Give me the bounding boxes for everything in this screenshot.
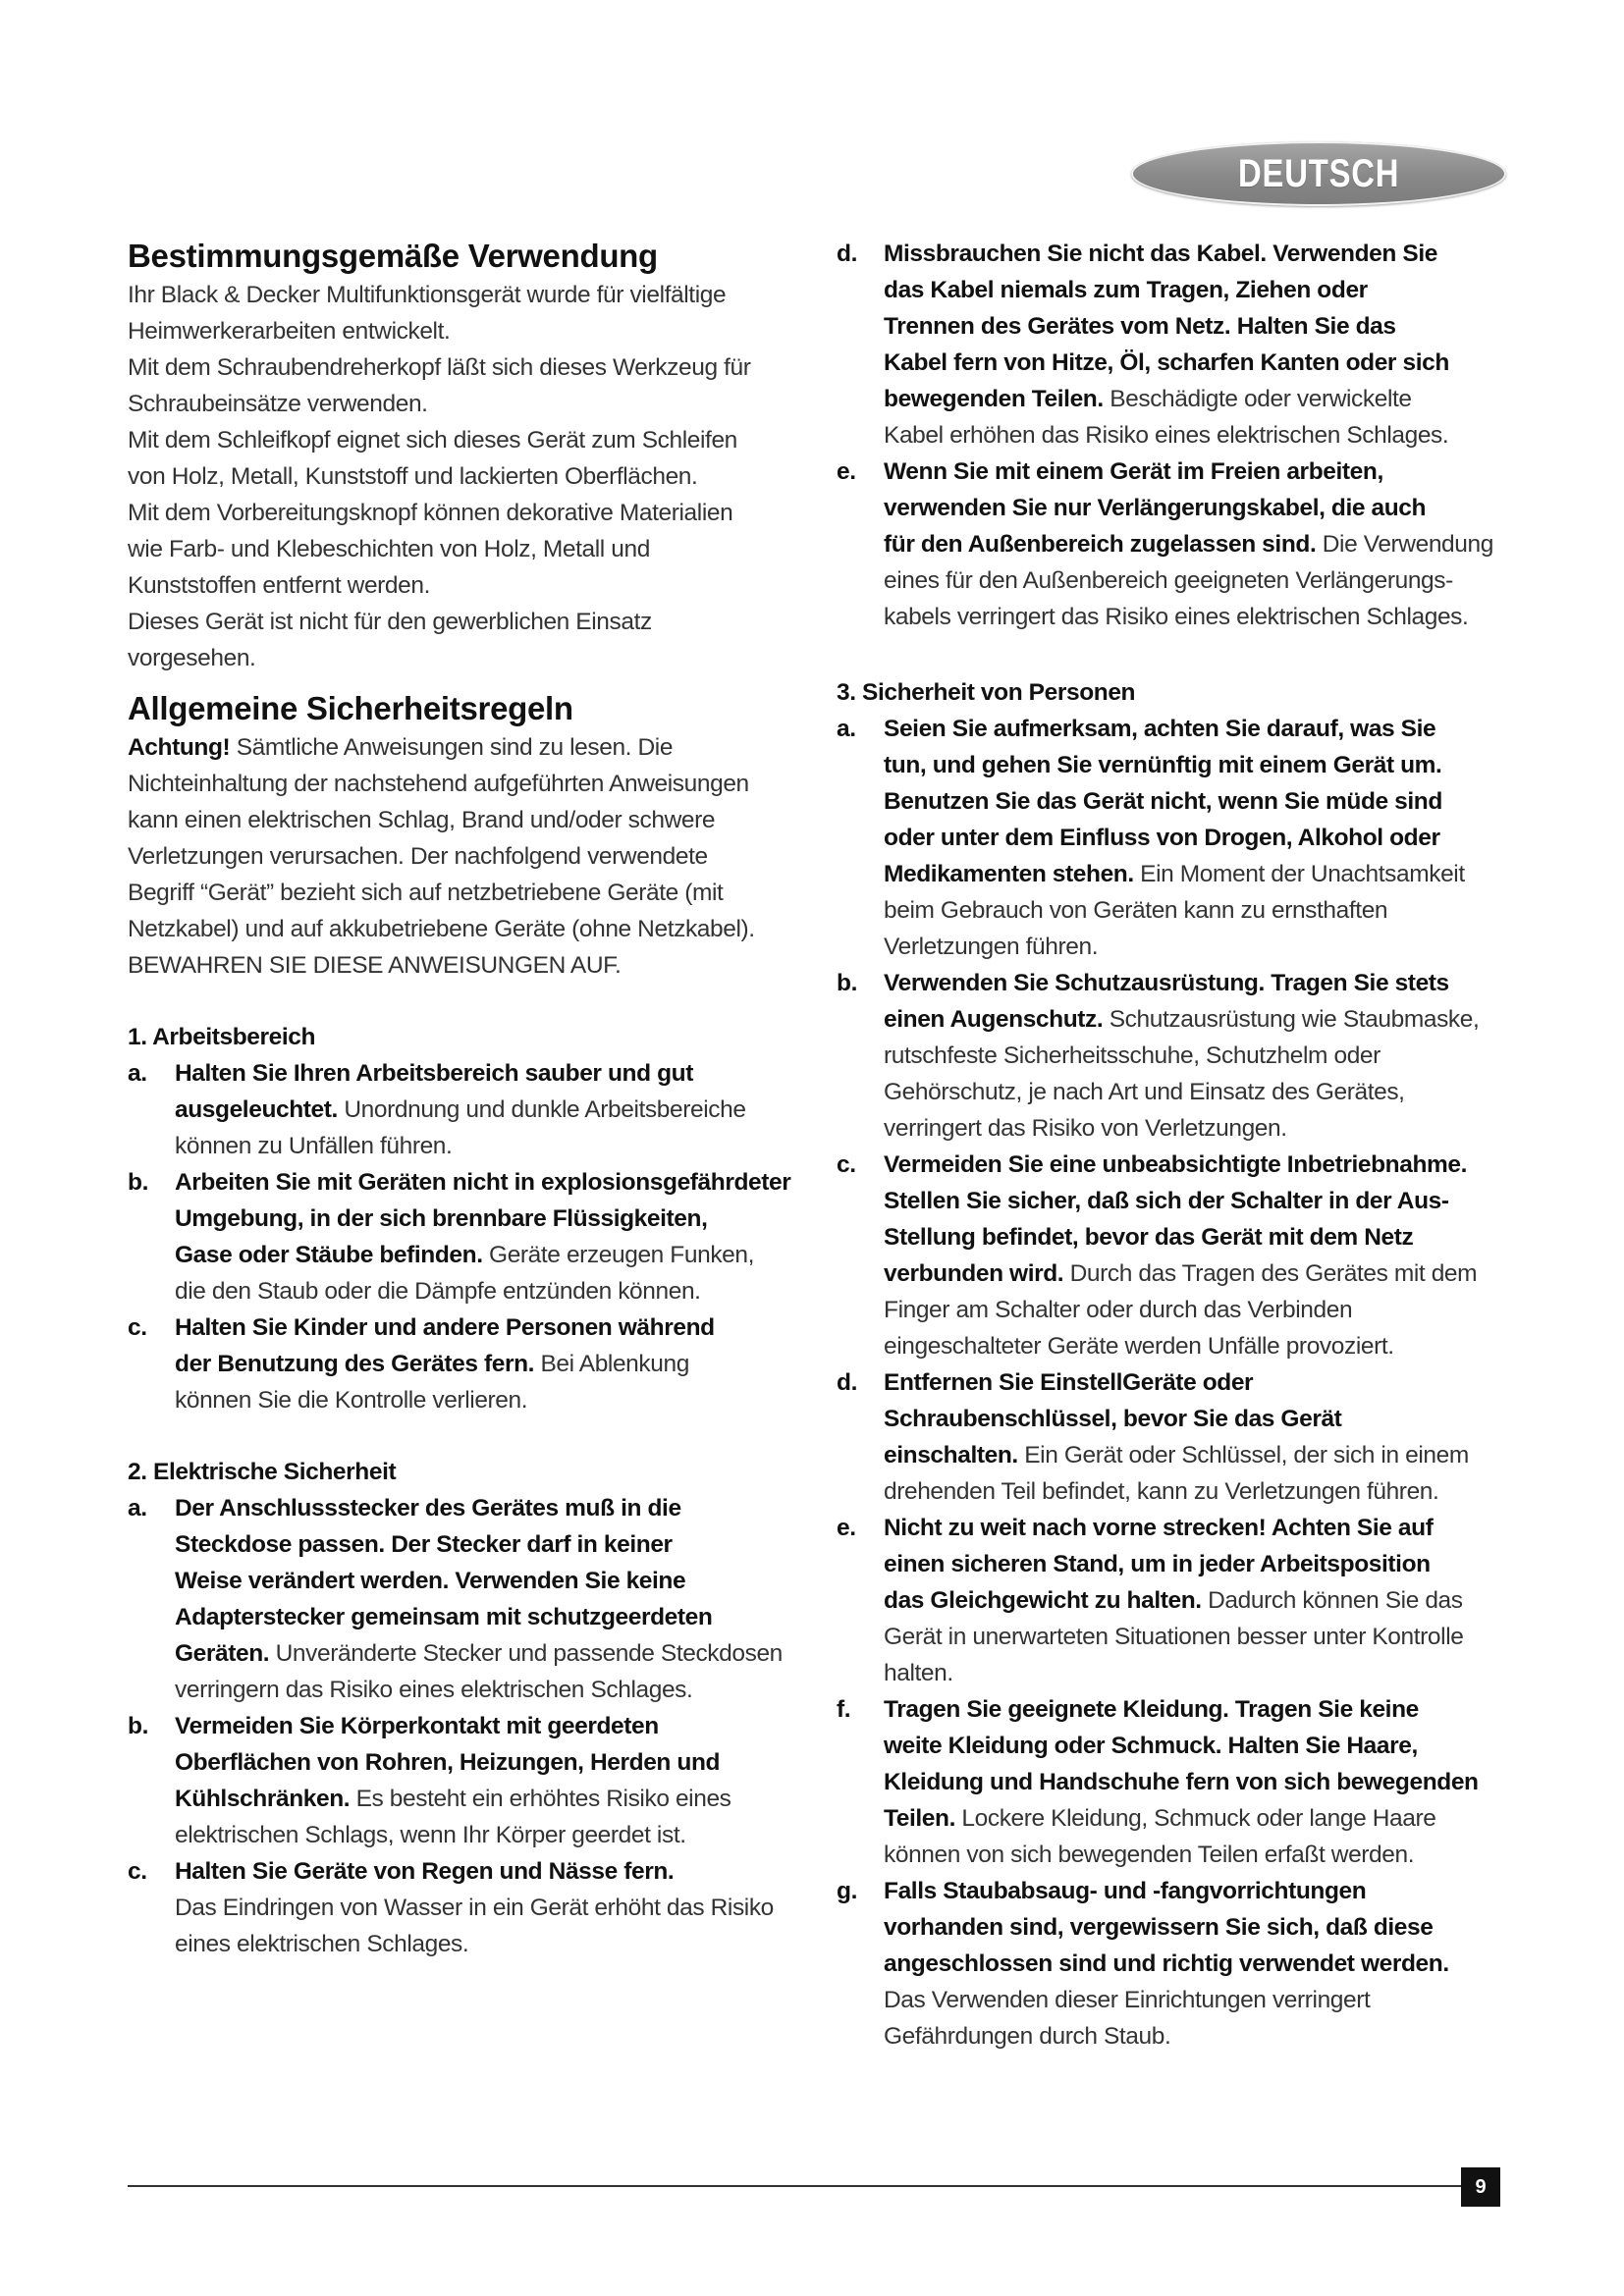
right-column — [837, 236, 1504, 2055]
item-line — [175, 1744, 795, 1781]
item-bold-text: Umgebung, in der sich brennbare Flüssigkeiten, — [175, 1205, 708, 1232]
item-bold-text: das Gleichgewicht zu halten. — [884, 1587, 1202, 1614]
safety-item — [128, 1164, 795, 1309]
intended-use-line: Schraubeinsätze verwenden. — [128, 391, 428, 417]
item-bold-text: für den Außenbereich zugelassen sind. — [884, 531, 1317, 558]
item-label: e. — [837, 458, 856, 485]
item-bold-text: weite Kleidung oder Schmuck. Halten Sie Haare, — [884, 1733, 1418, 1759]
item-line — [884, 1364, 1504, 1401]
general-safety-heading: Allgemeine Sicherheitsregeln — [128, 690, 573, 726]
general-safety-text — [128, 729, 795, 984]
safety-item — [837, 711, 1504, 965]
item-label: b. — [837, 970, 857, 996]
item-bold-text: oder unter dem Einfluss von Drogen, Alkohol oder — [884, 825, 1440, 851]
item-normal-text: Durch das Tragen des Gerätes mit dem — [1063, 1260, 1478, 1287]
item-line — [884, 1510, 1504, 1546]
item-bold-text: Arbeiten Sie mit Geräten nicht in explosionsgefährdeter — [175, 1169, 791, 1196]
item-normal-line: Gefährdungen durch Staub. — [884, 2023, 1171, 2050]
item-normal-text: Die Verwendung — [1316, 531, 1493, 558]
electrical-safety-list-continued — [837, 236, 1504, 635]
item-line — [884, 965, 1504, 1001]
item-bold-text: Vermeiden Sie Körperkontakt mit geerdeten — [175, 1713, 659, 1739]
general-safety-line: kann einen elektrischen Schlag, Brand und/oder schwere — [128, 807, 716, 833]
item-line — [884, 1183, 1504, 1219]
item-line — [884, 747, 1504, 783]
intended-use-line: Dieses Gerät ist nicht für den gewerblichen Einsatz — [128, 609, 652, 635]
item-line — [884, 236, 1504, 272]
item-bold-text: Teilen. — [884, 1805, 955, 1832]
general-safety-line: BEWAHREN SIE DIESE ANWEISUNGEN AUF. — [128, 952, 622, 979]
safety-item — [837, 1147, 1504, 1364]
item-normal-line: kabels verringert das Risiko eines elektrischen Schlages. — [884, 604, 1469, 630]
item-line — [884, 272, 1504, 308]
item-normal-line: verringert das Risiko von Verletzungen. — [884, 1115, 1287, 1142]
item-normal-line: elektrischen Schlags, wenn Ihr Körper geerdet ist. — [175, 1822, 686, 1848]
item-line — [884, 820, 1504, 856]
item-normal-line: Kabel erhöhen das Risiko eines elektrischen Schlages. — [884, 422, 1449, 449]
electrical-safety-list — [128, 1490, 795, 1962]
item-bold-text: verwenden Sie nur Verlängerungskabel, die auch — [884, 495, 1427, 521]
item-line — [175, 1092, 795, 1128]
intended-use-line: Ihr Black & Decker Multifunktionsgerät wurde für vielfältige — [128, 282, 727, 308]
item-bold-text: Kleidung und Handschuhe fern von sich bewegenden — [884, 1769, 1479, 1795]
item-bold-text: Oberflächen von Rohren, Heizungen, Herden und — [175, 1749, 721, 1776]
item-normal-text: Beschädigte oder verwickelte — [1103, 386, 1412, 412]
page-number-text: 9 — [1475, 2175, 1487, 2198]
item-normal-text: Unordnung und dunkle Arbeitsbereiche — [337, 1096, 746, 1123]
warning-line — [128, 729, 795, 766]
item-normal-line: Gerät in unerwarteten Situationen besser unter Kontrolle — [884, 1624, 1464, 1650]
item-line — [884, 1909, 1504, 1946]
item-label: a. — [837, 716, 856, 742]
item-line — [884, 1800, 1504, 1837]
item-normal-text: Geräte erzeugen Funken, — [482, 1242, 755, 1268]
item-bold-text: Adapterstecker gemeinsam mit schutzgeerdeten — [175, 1604, 713, 1630]
item-label: e. — [837, 1515, 856, 1541]
safety-item — [837, 1510, 1504, 1691]
general-safety-line: Netzkabel) und auf akkubetriebene Geräte (ohne Netzkabel). — [128, 916, 755, 942]
item-label: g. — [837, 1878, 857, 1904]
item-line — [175, 1490, 795, 1526]
item-normal-line: Das Eindringen von Wasser in ein Gerät erhöht das Risiko — [175, 1895, 774, 1921]
item-label: f. — [837, 1696, 851, 1723]
item-label: a. — [128, 1495, 147, 1522]
intended-use-line: Mit dem Schleifkopf eignet sich dieses Gerät zum Schleifen — [128, 427, 737, 454]
language-tab — [1131, 141, 1506, 206]
item-line — [884, 1946, 1504, 1982]
general-safety-line: Nichteinhaltung der nachstehend aufgeführten Anweisungen — [128, 771, 749, 797]
item-line — [884, 1582, 1504, 1619]
item-bold-text: Medikamenten stehen. — [884, 861, 1134, 887]
item-bold-text: Steckdose passen. Der Stecker darf in keiner — [175, 1531, 673, 1558]
item-normal-text: Unveränderte Stecker und passende Steckdosen — [269, 1640, 783, 1667]
item-line — [175, 1201, 795, 1237]
item-bold-text: Gase oder Stäube befinden. — [175, 1242, 483, 1268]
item-normal-line: eines für den Außenbereich geeigneten Verlängerungs- — [884, 567, 1453, 594]
item-bold-text: Weise verändert werden. Verwenden Sie keine — [175, 1568, 686, 1594]
item-bold-text: Kühlschränken. — [175, 1786, 351, 1812]
item-line — [884, 856, 1504, 892]
page-number — [1461, 2167, 1500, 2207]
safety-item — [837, 1873, 1504, 2055]
item-line — [175, 1599, 795, 1635]
item-bold-text: Der Anschlussstecker des Gerätes muß in die — [175, 1495, 681, 1522]
item-line — [884, 1437, 1504, 1473]
item-line — [884, 1546, 1504, 1582]
general-safety-lines — [128, 766, 795, 984]
item-bold-text: Benutzen Sie das Gerät nicht, wenn Sie müde sind — [884, 788, 1442, 815]
item-bold-text: Stellen Sie sicher, daß sich der Schalter in der Aus- — [884, 1188, 1449, 1214]
item-line — [884, 1147, 1504, 1183]
item-normal-text: Ein Gerät oder Schlüssel, der sich in einem — [1017, 1442, 1469, 1468]
item-line — [884, 1401, 1504, 1437]
item-bold-text: Kabel fern von Hitze, Öl, scharfen Kanten oder sich — [884, 349, 1449, 376]
footer-rule — [128, 2185, 1461, 2187]
item-bold-text: Seien Sie aufmerksam, achten Sie darauf, was Sie — [884, 716, 1436, 742]
item-normal-line: Gehörschutz, je nach Art und Einsatz des Gerätes, — [884, 1079, 1405, 1105]
item-bold-text: tun, und gehen Sie vernünftig mit einem Gerät um. — [884, 752, 1442, 778]
item-normal-line: eingeschalteter Geräte werden Unfälle provoziert. — [884, 1333, 1394, 1360]
item-bold-text: Halten Sie Kinder und andere Personen während — [175, 1314, 715, 1341]
item-bold-text: Verwenden Sie Schutzausrüstung. Tragen Sie stets — [884, 970, 1449, 996]
item-normal-line: Verletzungen führen. — [884, 934, 1099, 960]
item-line — [175, 1055, 795, 1092]
work-area-list — [128, 1055, 795, 1418]
intended-use-text — [128, 277, 795, 676]
item-normal-text: Es besteht ein erhöhtes Risiko eines — [350, 1786, 731, 1812]
item-line — [884, 490, 1504, 526]
item-normal-line: drehenden Teil befindet, kann zu Verletzungen führen. — [884, 1478, 1439, 1505]
safety-item — [837, 236, 1504, 454]
item-line — [175, 1526, 795, 1563]
item-normal-text: Dadurch können Sie das — [1201, 1587, 1463, 1614]
item-bold-text: Falls Staubabsaug- und -fangvorrichtungen — [884, 1878, 1367, 1904]
item-line — [175, 1635, 795, 1672]
work-area-title: 1. Arbeitsbereich — [128, 1024, 316, 1050]
item-bold-text: angeschlossen sind und richtig verwendet werden. — [884, 1950, 1449, 1977]
item-line — [884, 1728, 1504, 1764]
item-normal-text: Ein Moment der Unachtsamkeit — [1133, 861, 1465, 887]
item-bold-text: Schraubenschlüssel, bevor Sie das Gerät — [884, 1406, 1342, 1432]
item-line — [175, 1563, 795, 1599]
item-bold-text: ausgeleuchtet. — [175, 1096, 338, 1123]
left-column — [128, 236, 795, 1962]
item-bold-text: einschalten. — [884, 1442, 1018, 1468]
item-bold-text: Entfernen Sie EinstellGeräte oder — [884, 1369, 1254, 1396]
item-line — [884, 526, 1504, 562]
language-tab-label: DEUTSCH — [1237, 151, 1400, 195]
item-normal-line: rutschfeste Sicherheitsschuhe, Schutzhelm oder — [884, 1042, 1380, 1069]
item-line — [175, 1346, 795, 1382]
item-normal-line: können zu Unfällen führen. — [175, 1133, 453, 1159]
item-normal-line: Das Verwenden dieser Einrichtungen verringert — [884, 1987, 1371, 2013]
item-bold-text: der Benutzung des Gerätes fern. — [175, 1351, 535, 1377]
item-line — [884, 1691, 1504, 1728]
item-normal-line: können Sie die Kontrolle verlieren. — [175, 1387, 528, 1414]
item-normal-line: beim Gebrauch von Geräten kann zu ernsthaften — [884, 897, 1388, 924]
safety-item — [837, 965, 1504, 1147]
intended-use-line: Kunststoffen entfernt werden. — [128, 572, 431, 599]
item-bold-text: einen Augenschutz. — [884, 1006, 1104, 1033]
safety-item — [837, 454, 1504, 635]
item-bold-text: Wenn Sie mit einem Gerät im Freien arbeiten, — [884, 458, 1383, 485]
item-line — [884, 1219, 1504, 1255]
item-normal-line: Finger am Schalter oder durch das Verbinden — [884, 1297, 1353, 1323]
item-normal-line: eines elektrischen Schlages. — [175, 1931, 469, 1957]
personal-safety-list — [837, 711, 1504, 2055]
item-line — [884, 783, 1504, 820]
warning-label: Achtung! — [128, 734, 231, 761]
item-line — [884, 381, 1504, 417]
item-normal-text: Bei Ablenkung — [534, 1351, 689, 1377]
item-label: c. — [837, 1151, 856, 1178]
item-normal-text: Schutzausrüstung wie Staubmaske, — [1103, 1006, 1480, 1033]
item-normal-text: Lockere Kleidung, Schmuck oder lange Haare — [955, 1805, 1436, 1832]
item-line — [884, 711, 1504, 747]
item-line — [175, 1708, 795, 1744]
safety-item — [128, 1055, 795, 1164]
item-line — [175, 1781, 795, 1817]
item-line — [884, 454, 1504, 490]
intended-use-line: von Holz, Metall, Kunststoff und lackierten Oberflächen. — [128, 463, 698, 490]
item-label: a. — [128, 1060, 147, 1087]
safety-item — [128, 1309, 795, 1418]
item-normal-line: verringern das Risiko eines elektrischen Schlages. — [175, 1677, 693, 1703]
general-safety-line: Begriff “Gerät” bezieht sich auf netzbetriebene Geräte (mit — [128, 880, 724, 906]
item-line — [884, 1873, 1504, 1909]
item-bold-text: Halten Sie Geräte von Regen und Nässe fern. — [175, 1858, 675, 1885]
item-line — [884, 1001, 1504, 1038]
item-bold-text: Tragen Sie geeignete Kleidung. Tragen Sie keine — [884, 1696, 1419, 1723]
intended-use-line: Mit dem Vorbereitungsknopf können dekorative Materialien — [128, 500, 733, 526]
intended-use-line: wie Farb- und Klebeschichten von Holz, Metall und — [128, 536, 650, 562]
item-label: d. — [837, 240, 857, 267]
item-bold-text: Geräten. — [175, 1640, 270, 1667]
item-line — [884, 1255, 1504, 1292]
safety-item — [128, 1853, 795, 1962]
safety-item — [837, 1364, 1504, 1510]
item-bold-text: Halten Sie Ihren Arbeitsbereich sauber und gut — [175, 1060, 693, 1087]
intended-use-line: Heimwerkerarbeiten entwickelt. — [128, 318, 451, 345]
personal-safety-title: 3. Sicherheit von Personen — [837, 679, 1136, 706]
item-bold-text: vorhanden sind, vergewissern Sie sich, daß diese — [884, 1914, 1434, 1941]
item-normal-line: halten. — [884, 1660, 953, 1686]
item-bold-text: bewegenden Teilen. — [884, 386, 1104, 412]
safety-item — [837, 1691, 1504, 1873]
item-label: b. — [128, 1713, 148, 1739]
item-normal-line: die den Staub oder die Dämpfe entzünden können. — [175, 1278, 701, 1305]
general-safety-line: Verletzungen verursachen. Der nachfolgend verwendete — [128, 843, 708, 870]
item-line — [884, 345, 1504, 381]
item-bold-text: Trennen des Gerätes vom Netz. Halten Sie das — [884, 313, 1396, 340]
item-line — [175, 1309, 795, 1346]
item-line — [884, 308, 1504, 345]
item-bold-text: Vermeiden Sie eine unbeabsichtigte Inbetriebnahme. — [884, 1151, 1468, 1178]
item-label: d. — [837, 1369, 857, 1396]
intended-use-heading: Bestimmungsgemäße Verwendung — [128, 238, 658, 274]
safety-item — [128, 1708, 795, 1853]
item-line — [175, 1164, 795, 1201]
item-bold-text: einen sicheren Stand, um in jeder Arbeitsposition — [884, 1551, 1431, 1577]
warning-first-text: Sämtliche Anweisungen sind zu lesen. Die — [230, 734, 674, 761]
intended-use-line: Mit dem Schraubendreherkopf läßt sich dieses Werkzeug für — [128, 354, 751, 381]
item-bold-text: Stellung befindet, bevor das Gerät mit dem Netz — [884, 1224, 1414, 1251]
electrical-safety-title: 2. Elektrische Sicherheit — [128, 1459, 397, 1485]
safety-item — [128, 1490, 795, 1708]
item-bold-text: Nicht zu weit nach vorne strecken! Achten Sie auf — [884, 1515, 1434, 1541]
intended-use-line: vorgesehen. — [128, 645, 256, 671]
item-normal-line: können von sich bewegenden Teilen erfaßt werden. — [884, 1842, 1415, 1868]
item-line — [884, 1764, 1504, 1800]
item-bold-text: das Kabel niemals zum Tragen, Ziehen oder — [884, 277, 1368, 303]
item-label: b. — [128, 1169, 148, 1196]
item-label: c. — [128, 1314, 147, 1341]
item-line — [175, 1237, 795, 1273]
item-bold-text: verbunden wird. — [884, 1260, 1064, 1287]
item-label: c. — [128, 1858, 147, 1885]
item-line — [175, 1853, 795, 1890]
item-bold-text: Missbrauchen Sie nicht das Kabel. Verwenden Sie — [884, 240, 1437, 267]
